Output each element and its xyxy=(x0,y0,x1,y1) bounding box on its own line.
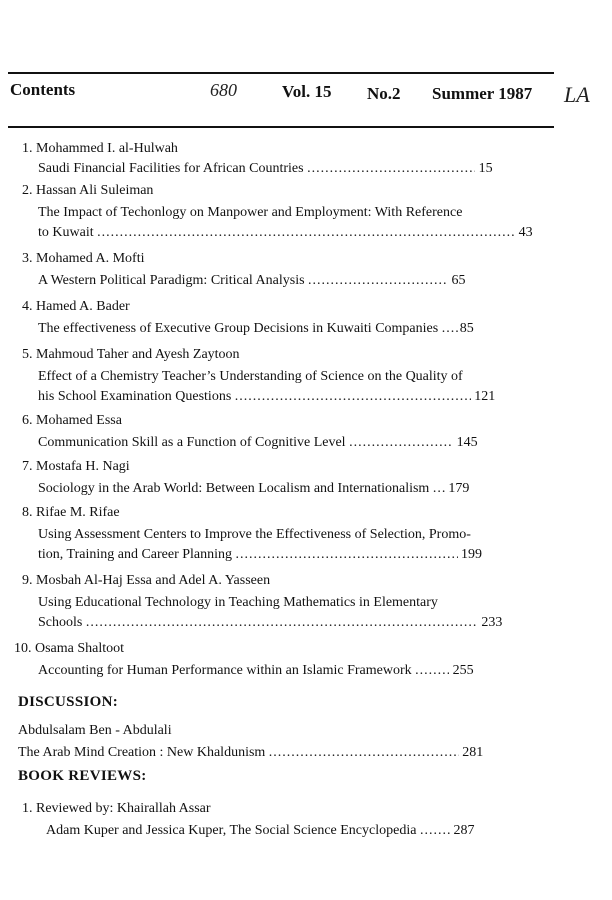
entry-title: to Kuwait xyxy=(38,225,94,240)
leader-dots xyxy=(349,434,453,452)
entry-page: 233 xyxy=(481,615,503,630)
entry-author: Hamed A. Bader xyxy=(36,299,130,314)
entry-title: Sociology in the Arab World: Between Localism and Internationalism xyxy=(38,481,430,496)
entry-number: 3. xyxy=(22,251,33,266)
entry-page: 179 xyxy=(448,481,470,496)
entry-2-title-line-1 xyxy=(38,204,462,222)
leader-dots xyxy=(433,480,445,498)
entry-author: Mosbah Al-Haj Essa and Adel A. Yasseen xyxy=(36,573,271,588)
entry-number: 8. xyxy=(22,505,33,520)
leader-dots xyxy=(97,224,515,242)
entry-title: The Impact of Techonlogy on Manpower and Employment: With Reference xyxy=(38,205,463,220)
entry-title: The effectiveness of Executive Group Decisions in Kuwaiti Companies xyxy=(38,321,439,336)
entry-page: 145 xyxy=(456,435,478,450)
leader-dots xyxy=(420,822,450,840)
entry-page: 85 xyxy=(459,321,474,336)
leader-dots xyxy=(307,160,475,178)
entry-page: 15 xyxy=(478,161,493,176)
discussion-page: 281 xyxy=(462,745,484,760)
entry-7-author-line xyxy=(22,458,130,476)
entry-4-title-line xyxy=(38,320,474,338)
entry-8-title-line-1 xyxy=(38,526,471,544)
entry-number: 6. xyxy=(22,413,33,428)
entry-9-title-line-2 xyxy=(38,614,502,632)
discussion-author: Abdulsalam Ben - Abdulali xyxy=(18,723,172,738)
entry-4-author-line xyxy=(22,298,130,316)
entry-title: Saudi Financial Facilities for African Countries xyxy=(38,161,304,176)
leader-dots xyxy=(308,272,448,290)
entry-author: Mohamed A. Mofti xyxy=(36,251,145,266)
entry-3-title-line xyxy=(38,272,466,290)
entry-number: 9. xyxy=(22,573,33,588)
volume-label: Vol. 15 xyxy=(282,82,332,101)
discussion-heading: DISCUSSION: xyxy=(18,694,118,710)
entry-number: 10. xyxy=(14,641,32,656)
leader-dots xyxy=(442,320,460,338)
leader-dots xyxy=(86,614,478,632)
handwritten-mark: LA xyxy=(564,82,590,107)
entry-page: 65 xyxy=(451,273,466,288)
entry-number: 2. xyxy=(22,183,33,198)
review-page: 287 xyxy=(453,823,475,838)
entry-title: tion, Training and Career Planning xyxy=(38,547,233,562)
entry-1-title-line xyxy=(38,160,493,178)
entry-title: Communication Skill as a Function of Cognitive Level xyxy=(38,435,346,450)
entry-page: 121 xyxy=(474,389,496,404)
entry-title: Using Educational Technology in Teaching Mathematics in Elementary xyxy=(38,595,438,610)
discussion-title: The Arab Mind Creation : New Khaldunism xyxy=(18,745,266,760)
entry-3-author-line xyxy=(22,250,145,268)
entry-6-author-line xyxy=(22,412,122,430)
entry-title: Schools xyxy=(38,615,83,630)
entry-8-author-line xyxy=(22,504,120,522)
entry-5-title-line-2 xyxy=(38,388,495,406)
issue-season: Summer 1987 xyxy=(432,84,533,103)
entry-author: Rifae M. Rifae xyxy=(36,505,120,520)
entry-page: 255 xyxy=(452,663,474,678)
entry-10-title-line xyxy=(38,662,474,680)
leader-dots xyxy=(235,388,471,406)
discussion-title-line xyxy=(18,744,483,762)
entry-9-title-line-1 xyxy=(38,594,438,612)
entry-number: 7. xyxy=(22,459,33,474)
entry-author: Osama Shaltoot xyxy=(35,641,125,656)
leader-dots xyxy=(269,744,459,762)
entry-5-author-line xyxy=(22,346,240,364)
entry-author: Mahmoud Taher and Ayesh Zaytoon xyxy=(36,347,240,362)
entry-title: Using Assessment Centers to Improve the Effectiveness of Selection, Promo- xyxy=(38,527,471,542)
entry-6-title-line xyxy=(38,434,478,452)
entry-2-author-line xyxy=(22,182,153,200)
issue-number: No.2 xyxy=(367,84,401,103)
entry-number: 4. xyxy=(22,299,33,314)
entry-page: 199 xyxy=(461,547,483,562)
entry-page: 43 xyxy=(518,225,533,240)
contents-title: Contents xyxy=(10,80,76,99)
entry-5-title-line-1 xyxy=(38,368,463,386)
entry-title: A Western Political Paradigm: Critical Analysis xyxy=(38,273,305,288)
entry-title: Accounting for Human Performance within an Islamic Framework xyxy=(38,663,412,678)
entry-1-author-line xyxy=(22,140,178,158)
leader-dots xyxy=(415,662,449,680)
entry-author: Hassan Ali Suleiman xyxy=(36,183,154,198)
review-1-title-line xyxy=(46,822,474,840)
book-reviews-heading: BOOK REVIEWS: xyxy=(18,768,147,784)
review-title: Adam Kuper and Jessica Kuper, The Social Science Encyclopedia xyxy=(46,823,417,838)
entry-author: Mostafa H. Nagi xyxy=(36,459,130,474)
entry-2-title-line-2 xyxy=(38,224,533,242)
entry-number: 5. xyxy=(22,347,33,362)
review-reviewer: Reviewed by: Khairallah Assar xyxy=(36,801,211,816)
handwritten-code: 680 xyxy=(210,80,237,100)
review-number: 1. xyxy=(22,801,33,816)
entry-7-title-line xyxy=(38,480,469,498)
entry-10-author-line xyxy=(14,640,124,658)
entry-number: 1. xyxy=(22,141,33,156)
entry-title: his School Examination Questions xyxy=(38,389,232,404)
entry-8-title-line-2 xyxy=(38,546,482,564)
entry-author: Mohamed Essa xyxy=(36,413,122,428)
entry-author: Mohammed I. al-Hulwah xyxy=(36,141,178,156)
review-1-reviewer-line xyxy=(22,800,211,818)
entry-title: Effect of a Chemistry Teacher’s Understanding of Science on the Quality of xyxy=(38,369,463,384)
entry-9-author-line xyxy=(22,572,270,590)
leader-dots xyxy=(236,546,458,564)
